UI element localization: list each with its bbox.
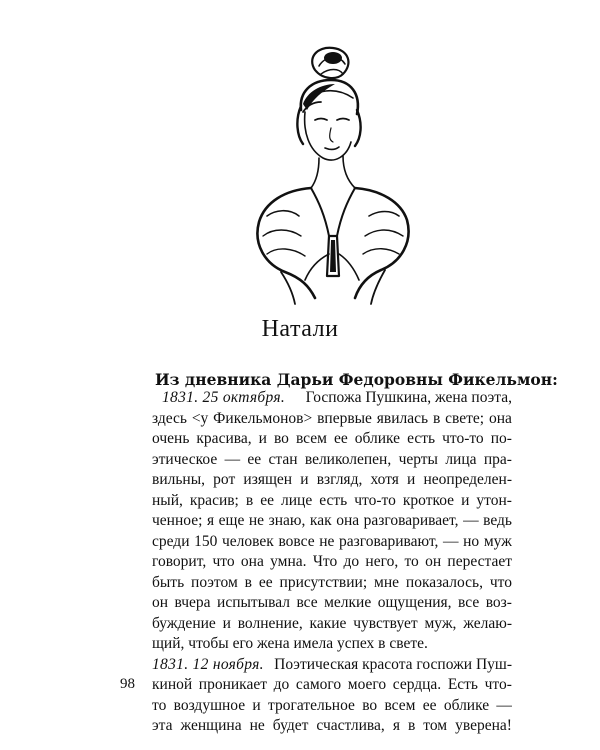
text-line: эта женщина не будет счастлива, я в том уверена! xyxy=(152,717,512,734)
text-line: среди 150 человек вовсе не разговаривают, — но муж xyxy=(152,532,512,550)
entry-first-line xyxy=(152,388,512,409)
chapter-title: Натали xyxy=(261,316,339,342)
text-line: он вчера испытывал все мелкие ощущения, все воз- xyxy=(152,594,512,611)
entry-date: 1831. 25 октября. xyxy=(162,389,286,406)
text-line: Госпожа Пушкина, жена поэта, xyxy=(305,389,512,406)
source-heading: Из дневника Дарьи Федоровны Фикельмон: xyxy=(155,370,558,389)
text-line: ченное; я еще не знаю, как она разговаривает, — ведь xyxy=(152,512,512,529)
text-line: Поэтическая красота госпожи Пуш- xyxy=(274,655,512,673)
text-line: вильны, рот изящен и взгляд, хотя и неопределен- xyxy=(152,471,512,488)
text-line: буждение и волнение, какие чувствует муж, желаю- xyxy=(152,614,512,632)
portrait-illustration xyxy=(245,40,420,310)
diary-text xyxy=(152,388,512,737)
text-line: то воздушное и трогательное во всем ее облике — xyxy=(152,696,512,714)
entry-date: 1831. 12 ноября. xyxy=(152,655,264,673)
text-line: киной проникает до самого моего сердца. Есть что- xyxy=(152,676,512,693)
text-line: здесь <у Фикельмонов> впервые явилась в свете; она xyxy=(152,409,512,427)
text-line: этическое — ее стан великолепен, черты лица пра- xyxy=(152,450,512,468)
text-line: очень красива, и во всем ее облике есть что-то по- xyxy=(152,430,512,447)
text-line: ный, красив; в ее лице есть что-то кроткое и утон- xyxy=(152,491,512,509)
page-number: 98 xyxy=(120,676,135,692)
woman-portrait-sketch xyxy=(245,40,420,310)
text-line: щий, чтобы его жена имела успех в свете. xyxy=(152,635,428,652)
text-line: говорит, что она умна. Что до него, то он перестает xyxy=(152,553,512,570)
entry-first-line xyxy=(152,655,512,676)
text-line: быть поэтом в ее присутствии; мне показалось, что xyxy=(152,573,512,591)
